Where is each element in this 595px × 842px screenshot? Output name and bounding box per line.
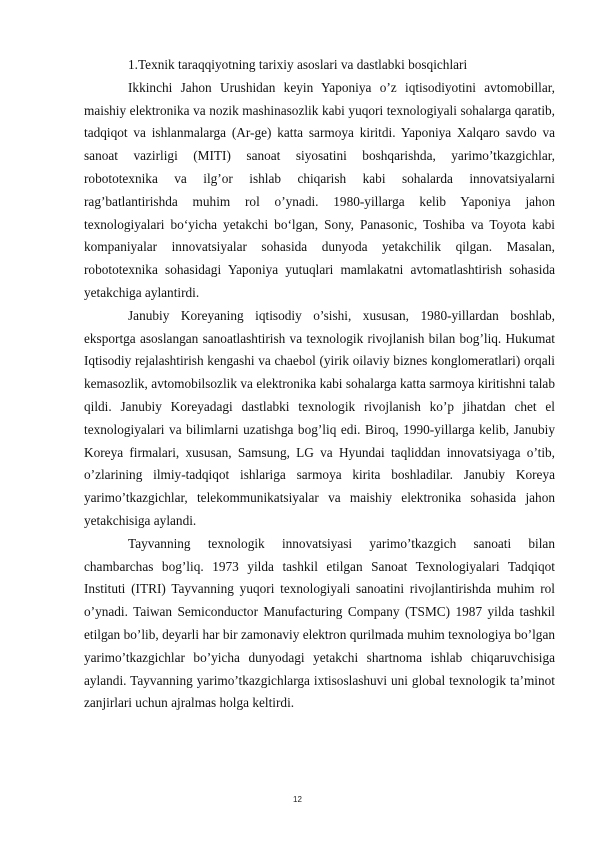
document-body bbox=[84, 54, 555, 715]
page-number: 12 bbox=[293, 795, 302, 804]
paragraph-south-korea: Janubiy Koreyaning iqtisodiy o’sishi, xususan, 1980-yillardan boshlab, eksportga asoslangan sanoatlashtirish va texnologik rivojlanish bilan bog’liq. Hukumat Iqtisodiy rejalashtirish kengashi va chaebol (yirik oilaviy biznes konglomeratlari) orqali kemasozlik, avtomobilsozlik va elektronika kabi sohalarga katta sarmoya kiritishni talab qildi. Janubiy Koreyadagi dastlabki texnologik rivojlanish ko’p jihatdan chet el texnologiyalari va bilimlarni uzatishga bog’liq edi. Biroq, 1990-yillarga kelib, Janubiy Koreya firmalari, xususan, Samsung, LG va Hyundai taqliddan innovatsiyaga o’tib, o’zlarining ilmiy-tadqiqot ishlariga sarmoya kirita boshladilar. Janubiy Koreya yarimo’tkazgichlar, telekommunikatsiyalar va maishiy elektronika sohasida jahon yetakchisiga aylandi. bbox=[84, 307, 555, 528]
paragraph-taiwan: Tayvanning texnologik innovatsiyasi yarimo’tkazgich sanoati bilan chambarchas bog’liq. 1973 yilda tashkil etilgan Sanoat Texnologiyalari Tadqiqot Instituti (ITRI) Tayvanning yuqori texnologiyali sanoatini rivojlantirishda muhim rol o’ynadi. Taiwan Semiconductor Manufacturing Company (TSMC) 1987 yilda tashkil etilgan bo’lib, deyarli har bir zamonaviy elektron qurilmada muhim texnologiya bo’lgan yarimo’tkazgichlar bo’yicha dunyodagi yetakchi shartnoma ishlab chiqaruvchisiga aylandi. Tayvanning yarimo’tkazgichlarga ixtisoslashuvi uni global texnologik ta’minot zanjirlari uchun ajralmas holga keltirdi. bbox=[84, 535, 555, 711]
section-heading: 1.Texnik taraqqiyotning tarixiy asoslari va dastlabki bosqichlari bbox=[128, 57, 468, 72]
paragraph-japan: Ikkinchi Jahon Urushidan keyin Yaponiya o’z iqtisodiyotini avtomobillar, maishiy elektronika va nozik mashinasozlik kabi yuqori texnologiyali sohalarga qaratib, tadqiqot va ishlanmalarga (Ar-ge) katta sarmoya kiritdi. Yaponiya Xalqaro savdo va sanoat vazirligi (MITI) sanoat siyosatini boshqarishda, yarimo’tkazgichlar, robototexnika va ilg’or ishlab chiqarish kabi sohalarda innovatsiyalarni rag’batlantirishda muhim rol o’ynadi. 1980-yillarga kelib Yaponiya jahon texnologiyalari bo‘yicha yetakchi bo‘lgan, Sony, Panasonic, Toshiba va Toyota kabi kompaniyalar innovatsiyalar sohasida dunyoda yetakchilik qilgan. Masalan, robototexnika sohasidagi Yaponiya yutuqlari mamlakatni avtomatlashtirish sohasida yetakchiga aylantirdi. bbox=[84, 79, 555, 300]
